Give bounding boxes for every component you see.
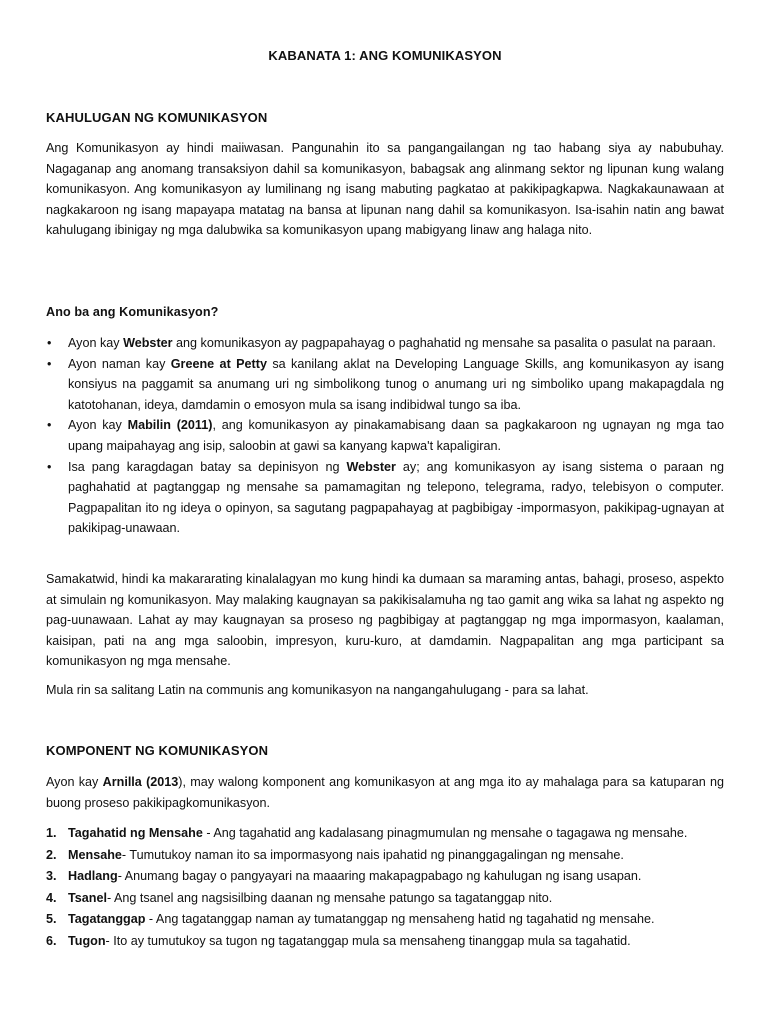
list-item: 6. Tugon- Ito ay tumutukoy sa tugon ng tagatanggap mula sa mensaheng tinanggap mula sa tagahatid. — [46, 931, 724, 953]
item-number: 3. — [46, 869, 57, 884]
item-number: 2. — [46, 847, 57, 862]
author-name: Webster — [346, 459, 396, 474]
list-item: 5. Tagatanggap - Ang tagatanggap naman ay tumatanggap ng mensaheng hatid ng tagahatid ng mensahe. — [46, 909, 724, 931]
author-name: Webster — [123, 336, 173, 350]
list-item: 1. Tagahatid ng Mensahe - Ang tagahatid ang kadalasang pinagmumulan ng mensahe o tagagawa ng mensahe. — [46, 823, 724, 845]
component-term: Tagatanggap — [68, 912, 146, 927]
list-item: • Ayon kay Webster ang komunikasyon ay pagpapahayag o paghahatid ng mensahe sa pasalita o pasulat na paraan. — [46, 333, 724, 354]
list-item: 3. Hadlang- Anumang bagay o pangyayari na maaaring makapagpabago ng kahulugan ng isang usapan. — [46, 866, 724, 888]
subheading-ano-ba: Ano ba ang Komunikasyon? — [46, 305, 219, 319]
component-term: Mensahe — [68, 847, 122, 862]
paragraph-summary: Samakatwid, hindi ka makararating kinalalagyan mo kung hindi ka dumaan sa maraming antas, bahagi, proseso, aspekto at simulain ng komunikasyon. May malaking kaugnayan sa pakikisalamuha ng tao gamit ang wika sa lahat ng aspekto ng pag-uunawaan. Lahat ay may kaugnayan sa proseso ng pagbibigay at pagtanggap ng mga impormasyon, kaalaman, kaisipan, pati na ang mga saloobin, impresyon, kuru-kuro, at damdamin. Nagpapalitan ang mga participant sa komunikasyon ng mga mensahe. — [46, 572, 724, 669]
component-term: Tugon — [68, 933, 106, 948]
author-name: Mabilin (2011) — [127, 418, 213, 433]
list-item: • Isa pang karagdagan batay sa depinisyon ng Webster ay; ang komunikasyon ay isang sistema o paraan ng paghahatid at pagtanggap ng mensahe sa pamamagitan ng telepono, telegrama, radyo, telebisyon o computer. Pagpapalitan ito ng ideya o opinyon, sa sagutang pagpapahayag at pagbibigay -impormasyon, pakikipag-ugnayan at pakikipag-unawaan. — [46, 457, 724, 539]
list-item: 4. Tsanel- Ang tsanel ang nagsisilbing daanan ng mensahe patungo sa tagatanggap nito. — [46, 888, 724, 910]
definition-list — [46, 333, 724, 539]
component-term: Tsanel — [68, 890, 107, 905]
author-name: Arnilla (2013 — [102, 775, 179, 789]
section-heading-kahulugan: KAHULUGAN NG KOMUNIKASYON — [46, 110, 268, 125]
section-heading-komponent: KOMPONENT NG KOMUNIKASYON — [46, 743, 269, 758]
list-item: • Ayon naman kay Greene at Petty sa kanilang aklat na Developing Language Skills, ang komunikasyon ay isang konsiyus na paggamit sa anumang uri ng simbolikong tunog o anumang uri ng simboliko upang makapagdala ng katotohanan, ideya, damdamin o emosyon mula sa isang indibidwal tungo sa iba. — [46, 354, 724, 416]
author-name: Greene at Petty — [170, 356, 267, 371]
component-list — [46, 823, 724, 953]
item-number: 5. — [46, 912, 57, 927]
item-number: 4. — [46, 890, 57, 905]
item-number: 1. — [46, 826, 57, 840]
component-term: Tagahatid ng Mensahe — [68, 826, 203, 840]
bullet-icon: • — [47, 336, 52, 350]
bullet-icon: • — [47, 418, 52, 433]
list-item: • Ayon kay Mabilin (2011), ang komunikasyon ay pinakamabisang daan sa pagkakaroon ng ugnayan ng mga tao upang maipahayag ang isip, saloobin at gawi sa kanyang kapwa't kapaligiran. — [46, 415, 724, 456]
item-number: 6. — [46, 933, 57, 948]
paragraph-komponent-intro: Ayon kay Arnilla (2013), may walong komponent ang komunikasyon at ang mga ito ay mahalaga para sa katuparan ng buong proseso pakikipagkomunikasyon. — [46, 775, 724, 810]
bullet-icon: • — [47, 459, 52, 474]
bullet-icon: • — [47, 356, 52, 371]
chapter-title: KABANATA 1: ANG KOMUNIKASYON — [268, 48, 502, 63]
component-term: Hadlang — [68, 869, 118, 884]
paragraph-kahulugan: Ang Komunikasyon ay hindi maiiwasan. Pangunahin ito sa pangangailangan ng tao habang siya ay nabubuhay. Nagaganap ang anomang transaksiyon dahil sa komunikasyon, babagsak ang alinmang sektor ng lipunan kung walang komunikasyon. Ang komunikasyon ay lumilinang ng isang mabuting pagkatao at pakikipagkapwa. Nagkakaunawaan at nagkakaroon ng isang mapayapa matatag na bansa at lipunan nang dahil sa komunikasyon. Isa-isahin natin ang bawat kahulugang ibinigay ng mga dalubwika sa komunikasyon upang mabigyang linaw ang halaga nito. — [46, 141, 724, 238]
paragraph-latin: Mula rin sa salitang Latin na communis ang komunikasyon na nangangahulugang - para sa lahat. — [46, 683, 589, 697]
list-item: 2. Mensahe- Tumutukoy naman ito sa impormasyong nais ipahatid ng pinanggagalingan ng mensahe. — [46, 845, 724, 867]
